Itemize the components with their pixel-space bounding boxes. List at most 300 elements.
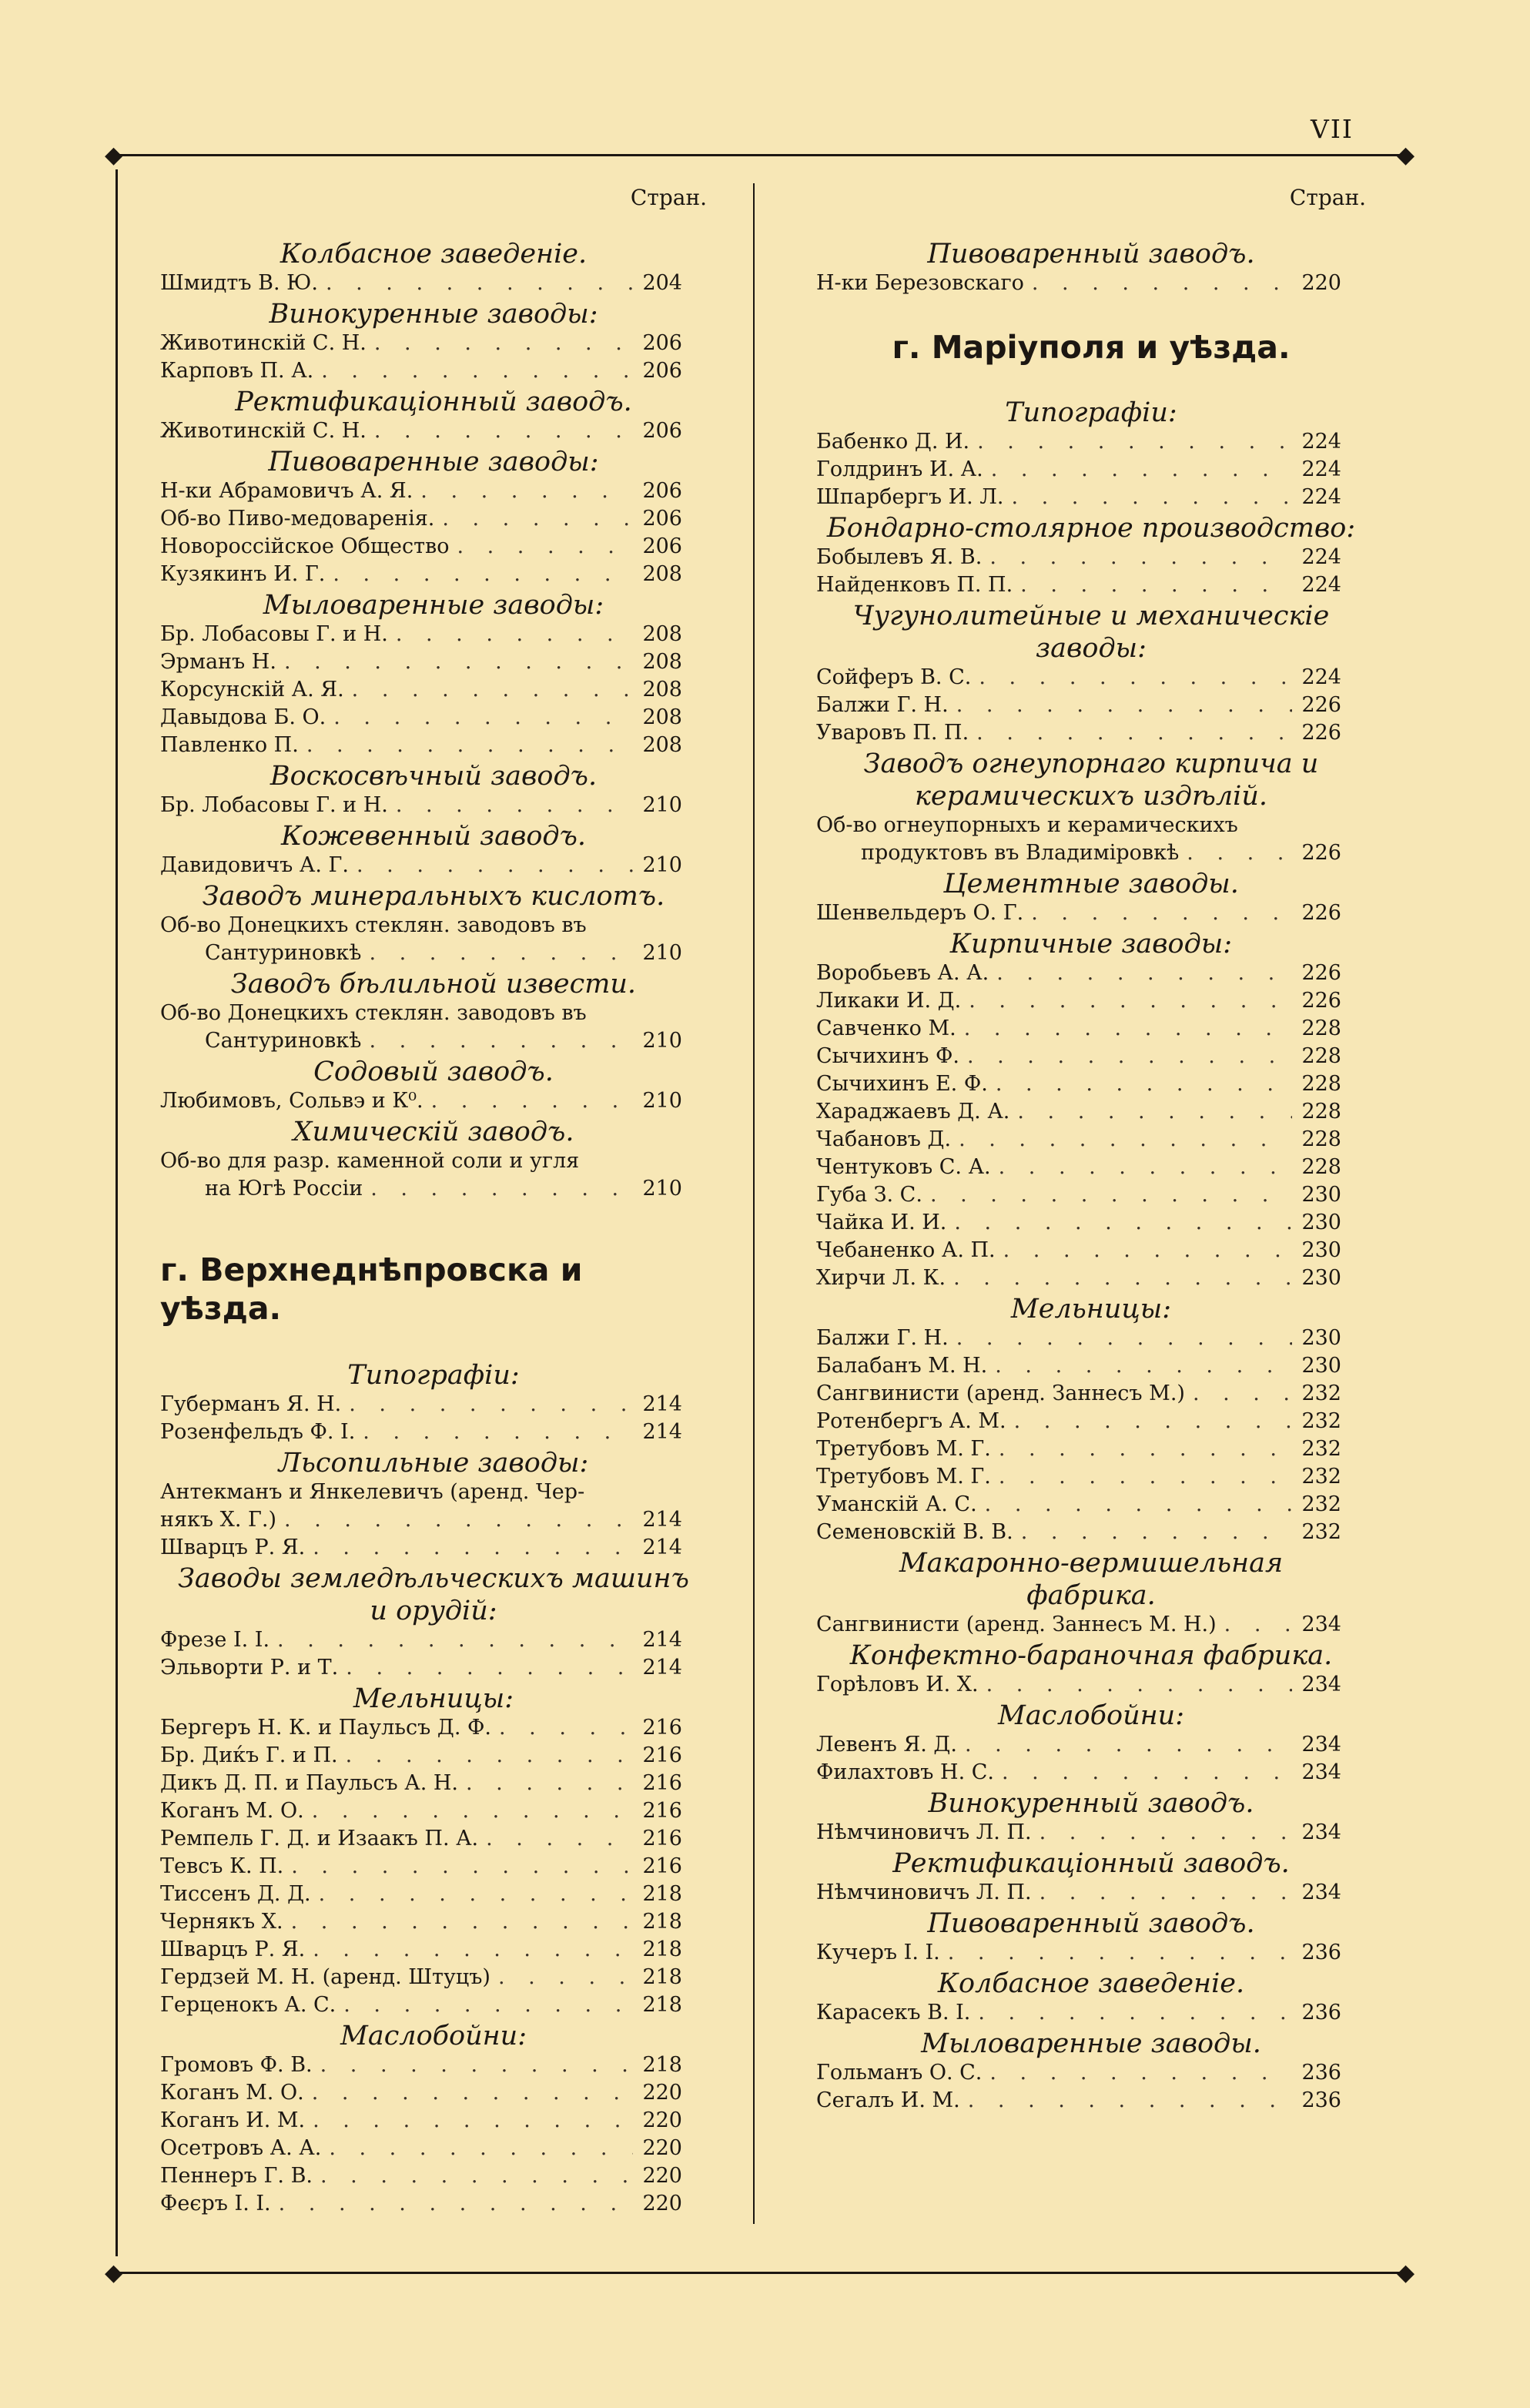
index-entry <box>816 1879 1366 1907</box>
section-heading: Кожевенный заводъ. <box>280 821 587 852</box>
index-entry <box>816 270 1366 297</box>
entry-page: 208 <box>642 622 682 646</box>
entry-page: 234 <box>1301 1613 1341 1636</box>
page-header-label: Стран. <box>1289 185 1366 210</box>
leader-dots <box>1032 270 1292 297</box>
entry-page: 236 <box>1301 1941 1341 1964</box>
section-heading: Чугунолитейные и механическіе <box>852 601 1330 631</box>
entry-name: Об-во Пиво-медоваренія. <box>160 507 435 531</box>
entry-page: 224 <box>1301 457 1341 481</box>
index-entry <box>160 270 707 297</box>
entry-name: Бр. Лобасовы Г. и Н. <box>160 793 388 817</box>
section-heading: Макаронно-вермишельная <box>899 1548 1284 1579</box>
entry-page: 206 <box>642 534 682 558</box>
leader-dots <box>346 1654 633 1682</box>
entry-name: Сангвинисти (аренд. Заннесъ М.) <box>816 1382 1185 1405</box>
entry-name: Третубовъ М. Г. <box>816 1465 991 1489</box>
entry-page: 232 <box>1301 1465 1341 1489</box>
entry-name: Шпарбергъ И. Л. <box>816 485 1004 509</box>
entry-name: Н-ки Березовскаго <box>816 271 1024 295</box>
entry-name: Гердзей М. Н. (аренд. Штуцъ) <box>160 1965 490 1989</box>
leader-dots <box>457 533 633 561</box>
section-heading: Маслобойни: <box>997 1700 1185 1731</box>
index-entry <box>160 2135 707 2162</box>
entry-name: Третубовъ М. Г. <box>816 1437 991 1461</box>
index-entry <box>816 1352 1366 1380</box>
index-entry <box>160 561 707 588</box>
leader-dots <box>967 1043 1292 1070</box>
entry-name: Герценокъ А. С. <box>160 1993 336 2017</box>
entry-page: 226 <box>1301 989 1341 1013</box>
entry-page: 224 <box>1301 545 1341 569</box>
entry-page: 226 <box>1301 693 1341 717</box>
entry-name: Чабановъ Д. <box>816 1127 952 1151</box>
entry-name: Сантуриновкѣ <box>205 1029 362 1053</box>
leader-dots <box>396 621 633 648</box>
entry-name: Ротенбергъ А. М. <box>816 1409 1006 1433</box>
leader-dots <box>369 939 633 967</box>
index-entry <box>816 1237 1366 1264</box>
entry-page: 224 <box>1301 430 1341 454</box>
entry-name: Животинскій С. Н. <box>160 419 367 443</box>
section-heading: Колбасное заведеніе. <box>937 1968 1245 1999</box>
index-entry <box>160 852 707 879</box>
entry-name: Сычихинъ Ф. <box>816 1044 959 1068</box>
entry-page: 232 <box>1301 1409 1341 1433</box>
leader-dots <box>996 1070 1292 1098</box>
section-heading: Пивоваренный заводъ. <box>927 239 1255 270</box>
entry-page: 210 <box>642 853 682 877</box>
entry-page: 228 <box>1301 1100 1341 1124</box>
leader-dots <box>498 1964 633 1991</box>
entry-page: 224 <box>1301 485 1341 509</box>
index-entry <box>160 2051 707 2079</box>
leader-dots <box>291 1853 633 1881</box>
entry-page: 234 <box>1301 1673 1341 1696</box>
entry-name: на Югѣ Россіи <box>205 1177 363 1201</box>
leader-dots <box>374 330 633 357</box>
index-entry <box>160 704 707 732</box>
entry-name: Сегалъ И. М. <box>816 2088 960 2112</box>
entry-page: 216 <box>642 1827 682 1850</box>
leader-dots <box>486 1825 633 1853</box>
index-entry-multiline <box>160 1479 707 1534</box>
leader-dots <box>306 732 633 759</box>
entry-page: 218 <box>642 1910 682 1934</box>
leader-dots <box>1020 571 1292 599</box>
index-entry <box>160 477 707 505</box>
section-heading: Ректификаціонный заводъ. <box>892 1848 1290 1879</box>
page-number: VII <box>1311 114 1354 144</box>
section-heading: Заводъ минеральныхъ кислотъ. <box>202 881 665 912</box>
index-entry <box>816 2087 1366 2115</box>
entry-name: Коганъ И. М. <box>160 2108 306 2132</box>
ornament-top-left-icon: ◆ <box>105 142 123 169</box>
leader-dots <box>312 2079 633 2107</box>
entry-name: Балжи Г. Н. <box>816 693 949 717</box>
section-heading: Пивоваренные заводы: <box>268 447 599 477</box>
section-heading: и орудій: <box>370 1596 497 1626</box>
leader-dots <box>312 1797 633 1825</box>
index-entry <box>816 1325 1366 1352</box>
leader-dots <box>466 1770 633 1797</box>
leader-dots <box>313 1534 633 1562</box>
leader-dots <box>956 692 1292 719</box>
index-entry <box>160 676 707 704</box>
leader-dots <box>320 2162 633 2190</box>
leader-dots <box>991 456 1292 484</box>
entry-page: 236 <box>1301 2001 1341 2025</box>
entry-name: продуктовъ въ Владиміровкѣ <box>861 841 1180 865</box>
index-entry <box>816 1380 1366 1408</box>
leader-dots <box>995 1352 1292 1380</box>
entry-name: Горѣловъ И. Х. <box>816 1673 979 1696</box>
entry-page: 232 <box>1301 1437 1341 1461</box>
index-entry <box>160 1936 707 1964</box>
entry-page: 216 <box>642 1716 682 1740</box>
index-entry <box>816 484 1366 511</box>
index-entry <box>160 1654 707 1682</box>
index-entry <box>816 899 1366 927</box>
leader-dots <box>999 1463 1292 1491</box>
entry-page: 226 <box>1301 961 1341 985</box>
entry-name: Розенфельдъ Ф. І. <box>160 1420 356 1444</box>
index-entry <box>160 1825 707 1853</box>
entry-name: Павленко П. <box>160 733 299 757</box>
entry-name: Савченко М. <box>816 1016 956 1040</box>
city-heading: г. Маріуполя и уѣзда. <box>892 329 1291 366</box>
index-entry <box>160 1853 707 1881</box>
leader-dots <box>333 561 633 588</box>
leader-dots <box>279 2190 633 2218</box>
entry-page: 218 <box>642 1882 682 1906</box>
index-entry <box>816 1098 1366 1126</box>
entry-page: 236 <box>1301 2088 1341 2112</box>
index-entry-multiline <box>160 912 707 967</box>
index-entry <box>816 1154 1366 1181</box>
entry-page: 218 <box>642 1993 682 2017</box>
entry-page: 220 <box>642 2136 682 2160</box>
entry-name: Сойферъ В. С. <box>816 665 972 689</box>
entry-name: Чайка И. И. <box>816 1211 947 1234</box>
section-heading: Мыловаренные заводы. <box>921 2028 1261 2059</box>
entry-name: Корсунскій А. Я. <box>160 678 344 702</box>
entry-name: Тевсъ К. П. <box>160 1854 284 1878</box>
entry-name: Ремпель Г. Д. и Изаакъ П. А. <box>160 1827 479 1850</box>
leader-dots <box>313 1936 633 1964</box>
entry-page: 214 <box>642 1656 682 1680</box>
entry-first-line: Антекманъ и Янкелевичъ (аренд. Чер- <box>160 1480 585 1504</box>
entry-page: 220 <box>642 2081 682 2105</box>
right-column <box>816 185 1366 2115</box>
entry-name: Шварцъ Р. Я. <box>160 1536 306 1559</box>
entry-name: Голдринъ И. А. <box>816 457 983 481</box>
entry-page: 226 <box>1301 901 1341 925</box>
entry-name: Давыдова Б. О. <box>160 705 326 729</box>
index-entry <box>160 621 707 648</box>
leader-dots <box>1017 1098 1292 1126</box>
entry-page: 218 <box>642 2053 682 2077</box>
index-entry <box>816 428 1366 456</box>
entry-name: Левенъ Я. Д. <box>816 1733 957 1757</box>
leader-dots <box>999 1435 1292 1463</box>
leader-dots <box>965 1731 1292 1759</box>
leader-dots <box>326 270 633 297</box>
entry-name: Эрманъ Н. <box>160 650 276 674</box>
leader-dots <box>1040 1879 1292 1907</box>
index-entry <box>816 1264 1366 1292</box>
entry-name: Воробьевъ А. А. <box>816 961 989 985</box>
section-heading: Мыловаренные заводы: <box>263 590 604 621</box>
entry-page: 234 <box>1301 1733 1341 1757</box>
entry-page: 220 <box>642 2164 682 2188</box>
leader-dots <box>986 1671 1292 1699</box>
entry-name: Семеновскій В. В. <box>816 1520 1013 1544</box>
section-heading: Типографіи: <box>1005 397 1177 428</box>
leader-dots <box>343 1991 633 2019</box>
index-entry <box>816 1181 1366 1209</box>
index-entry <box>160 1626 707 1654</box>
entry-page: 234 <box>1301 1881 1341 1904</box>
index-entry <box>816 1043 1366 1070</box>
leader-dots <box>1003 1237 1292 1264</box>
ornament-bottom-left-icon: ◆ <box>105 2259 123 2286</box>
index-entry <box>816 1435 1366 1463</box>
entry-name: Нѣмчиновичъ Л. П. <box>816 1881 1032 1904</box>
entry-name: Филахтовъ Н. С. <box>816 1760 994 1784</box>
index-entry <box>816 1015 1366 1043</box>
frame-left-rule <box>116 169 118 2256</box>
entry-page: 216 <box>642 1799 682 1823</box>
index-entry <box>816 1070 1366 1098</box>
leader-dots <box>1224 1611 1292 1639</box>
entry-first-line: Об-во огнеупорныхъ и керамическихъ <box>816 813 1238 837</box>
index-entry <box>160 2107 707 2135</box>
index-entry <box>816 456 1366 484</box>
leader-dots <box>953 1264 1292 1292</box>
index-entry <box>160 357 707 385</box>
section-heading: керамическихъ издѣлій. <box>914 781 1267 812</box>
index-entry <box>160 1797 707 1825</box>
section-heading: фабрика. <box>1026 1580 1156 1611</box>
entry-page: 210 <box>642 1089 682 1113</box>
index-entry <box>160 417 707 445</box>
entry-page: 210 <box>642 793 682 817</box>
leader-dots <box>374 417 633 445</box>
entry-name: Хирчи Л. К. <box>816 1266 946 1290</box>
section-heading: заводы: <box>1036 633 1147 664</box>
leader-dots <box>996 960 1292 987</box>
entry-name: Давидовичъ А. Г. <box>160 853 350 877</box>
leader-dots <box>320 2051 633 2079</box>
index-entry <box>160 1991 707 2019</box>
entry-page: 210 <box>642 1029 682 1053</box>
index-entry <box>816 1126 1366 1154</box>
entry-page: 214 <box>642 1628 682 1652</box>
entry-page: 232 <box>1301 1520 1341 1544</box>
entry-page: 220 <box>1301 271 1341 295</box>
entry-page: 218 <box>642 1965 682 1989</box>
leader-dots <box>499 1714 633 1742</box>
leader-dots <box>989 2059 1292 2087</box>
index-entry <box>816 1611 1366 1639</box>
index-entry <box>160 1881 707 1908</box>
entry-page: 232 <box>1301 1492 1341 1516</box>
left-column <box>160 185 707 2218</box>
index-entry <box>816 1999 1366 2027</box>
index-entry <box>816 1408 1366 1435</box>
index-entry <box>160 1391 707 1418</box>
entry-name: Уваровъ П. П. <box>816 721 969 745</box>
entry-name: Тиссенъ Д. Д. <box>160 1882 311 1906</box>
section-heading: Мельницы: <box>353 1683 514 1714</box>
entry-name: Бр. Диќъ Г. и П. <box>160 1743 338 1767</box>
index-entry <box>160 1418 707 1446</box>
leader-dots <box>349 1391 633 1418</box>
index-entry <box>160 1770 707 1797</box>
leader-dots <box>420 477 633 505</box>
entry-page: 220 <box>642 2108 682 2132</box>
entry-first-line: Об-во Донецкихъ стеклян. заводовъ въ <box>160 1001 587 1025</box>
leader-dots <box>333 704 633 732</box>
index-entry <box>160 330 707 357</box>
leader-dots <box>1187 839 1292 867</box>
entry-page: 236 <box>1301 2061 1341 2085</box>
leader-dots <box>956 1325 1292 1352</box>
leader-dots <box>442 505 633 533</box>
index-entry <box>816 544 1366 571</box>
entry-page: 206 <box>642 331 682 355</box>
section-heading: Конфектно-бараночная фабрика. <box>849 1640 1333 1671</box>
leader-dots <box>396 792 633 819</box>
entry-page: 214 <box>642 1420 682 1444</box>
entry-page: 228 <box>1301 1044 1341 1068</box>
ornament-bottom-right-icon: ◆ <box>1397 2259 1415 2286</box>
entry-name: Новороссійское Общество <box>160 534 450 558</box>
entry-name: Эльворти Р. и Т. <box>160 1656 339 1680</box>
index-entry <box>160 1534 707 1562</box>
leader-dots <box>1011 484 1292 511</box>
leader-dots <box>329 2135 633 2162</box>
index-entry <box>816 987 1366 1015</box>
entry-name: Ликаки И. Д. <box>816 989 962 1013</box>
leader-dots <box>1193 1380 1292 1408</box>
entry-page: 216 <box>642 1743 682 1767</box>
entry-name: Бабенко Д. И. <box>816 430 970 454</box>
leader-dots <box>284 1506 633 1534</box>
section-heading: Химическій заводъ. <box>293 1117 574 1147</box>
index-entry <box>160 505 707 533</box>
entry-name: Балабанъ М. Н. <box>816 1354 988 1378</box>
entry-page: 226 <box>1301 721 1341 745</box>
entry-page: 210 <box>642 941 682 965</box>
entry-page: 208 <box>642 650 682 674</box>
leader-dots <box>277 1626 633 1654</box>
entry-page: 214 <box>642 1536 682 1559</box>
leader-dots <box>989 544 1292 571</box>
leader-dots <box>985 1491 1292 1519</box>
section-heading: Пивоваренный заводъ. <box>927 1908 1255 1939</box>
section-heading: Типографіи: <box>347 1360 520 1391</box>
entry-name: Феєръ І. І. <box>160 2192 271 2215</box>
leader-dots <box>999 1154 1292 1181</box>
index-entry <box>816 2059 1366 2087</box>
section-heading: Винокуренный заводъ. <box>928 1788 1254 1819</box>
leader-dots <box>346 1742 633 1770</box>
entry-name: Шварцъ Р. Я. <box>160 1937 306 1961</box>
entry-page: 208 <box>642 705 682 729</box>
section-heading: Винокуренные заводы: <box>269 299 598 330</box>
index-entry <box>160 2190 707 2218</box>
section-heading: Содовый заводъ. <box>313 1057 554 1087</box>
entry-page: 224 <box>1301 573 1341 597</box>
entry-page: 228 <box>1301 1127 1341 1151</box>
index-entry <box>816 664 1366 692</box>
leader-dots <box>977 428 1292 456</box>
index-entry <box>160 1742 707 1770</box>
leader-dots <box>959 1126 1292 1154</box>
leader-dots <box>369 1027 633 1055</box>
entry-name: Дикъ Д. П. и Паульсъ А. Н. <box>160 1771 458 1795</box>
index-entry <box>816 1519 1366 1546</box>
entry-name: Найденковъ П. П. <box>816 573 1013 597</box>
leader-dots <box>370 1175 633 1203</box>
section-heading: Мельницы: <box>1010 1294 1172 1325</box>
entry-page: 228 <box>1301 1155 1341 1179</box>
leader-dots <box>1021 1519 1292 1546</box>
entry-name: Любимовъ, Сольвэ и К⁰. <box>160 1089 424 1113</box>
index-entry <box>160 792 707 819</box>
index-entry <box>160 648 707 676</box>
leader-dots <box>979 664 1292 692</box>
section-heading: Колбасное заведеніе. <box>280 239 588 270</box>
entry-name: Сантуриновкѣ <box>205 941 362 965</box>
frame-top-rule <box>117 154 1409 156</box>
index-entry <box>816 719 1366 747</box>
entry-page: 228 <box>1301 1016 1341 1040</box>
index-entry-multiline <box>160 1000 707 1055</box>
index-entry <box>160 1087 707 1115</box>
entry-page: 214 <box>642 1508 682 1532</box>
leader-dots <box>968 2087 1292 2115</box>
entry-page: 206 <box>642 419 682 443</box>
index-entry <box>816 1731 1366 1759</box>
leader-dots <box>954 1209 1292 1237</box>
leader-dots <box>319 1881 633 1908</box>
entry-page: 208 <box>642 562 682 586</box>
index-entry-multiline <box>160 1147 707 1203</box>
entry-page: 218 <box>642 1937 682 1961</box>
entry-name: Пеннеръ Г. В. <box>160 2164 313 2188</box>
right-index-list <box>816 239 1366 2115</box>
entry-page: 210 <box>642 1177 682 1201</box>
leader-dots <box>352 676 633 704</box>
section-heading: Цементные заводы. <box>943 869 1239 899</box>
entry-name: Бергеръ Н. К. и Паульсъ Д. Ф. <box>160 1716 491 1740</box>
leader-dots <box>930 1181 1292 1209</box>
entry-page: 228 <box>1301 1072 1341 1096</box>
index-entry <box>816 1939 1366 1967</box>
entry-first-line: Об-во Донецкихъ стеклян. заводовъ въ <box>160 913 587 937</box>
entry-name: Сычихинъ Е. Ф. <box>816 1072 988 1096</box>
entry-page: 230 <box>1301 1183 1341 1207</box>
leader-dots <box>1002 1759 1292 1787</box>
entry-name: Шенвельдеръ О. Г. <box>816 901 1024 925</box>
index-entry-multiline <box>816 812 1366 867</box>
entry-name: Уманскій А. С. <box>816 1492 977 1516</box>
leader-dots <box>964 1015 1292 1043</box>
entry-page: 206 <box>642 507 682 531</box>
